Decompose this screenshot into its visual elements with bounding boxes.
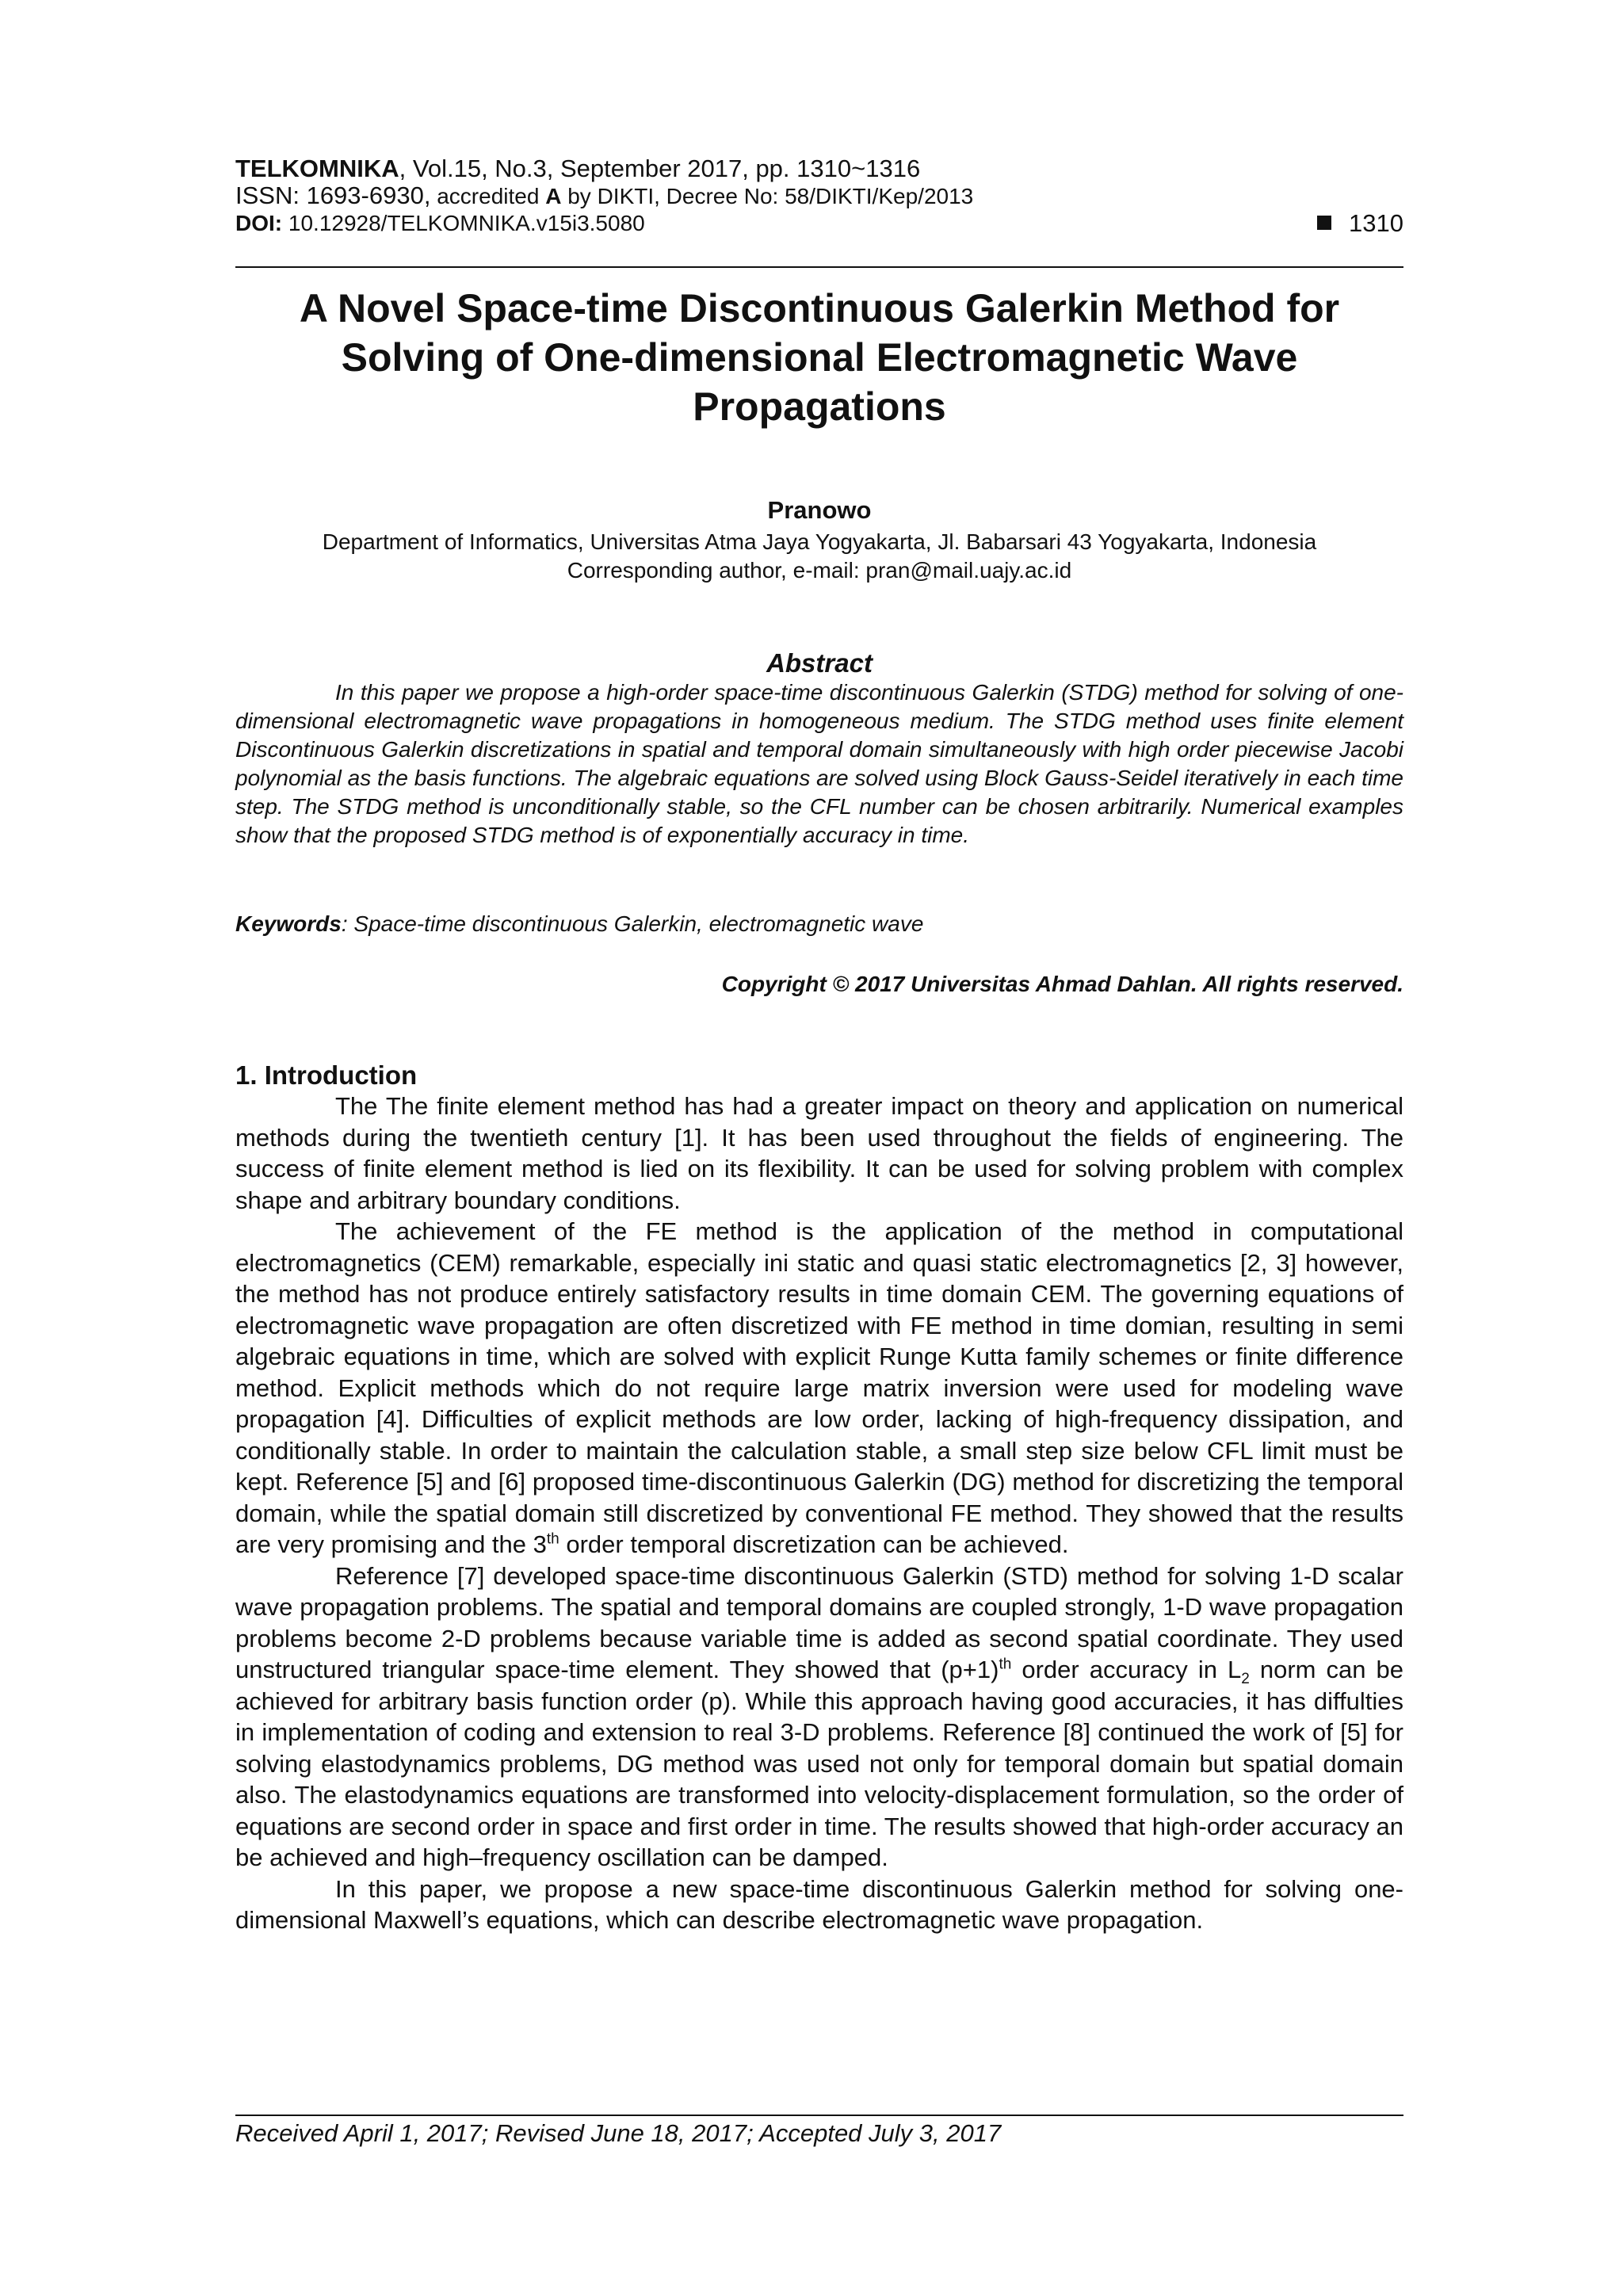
intro-paragraph-4: In this paper, we propose a new space-time discontinuous Galerkin method for solving one-dimensional Maxwell’s equations, which can describe electromagnetic wave propagation. — [235, 1874, 1403, 1934]
introduction-body — [235, 1091, 1403, 1936]
intro-paragraph-1: The The finite element method has had a greater impact on theory and application on numerical methods during the twentieth century [1]. It has been used throughout the fields of engineering. The success of finite element method is lied on its flexibility. It can be used for solving problem with complex shape and arbitrary boundary conditions. — [235, 1092, 1403, 1214]
intro-p3-subscript: 2 — [1241, 1671, 1250, 1688]
intro-p3-text-c: norm can be achieved for arbitrary basis function order (p). While this approach having good accuracies, it has diffulties in implementation of coding and extension to real 3-D problems. Reference [8] continued the work of [5] for solving elastodynamics problems, DG method was used not only for temporal domain but spatial domain also. The elastodynamics equations are transformed into velocity-displacement formulation, so the order of equations are second order in space and first order in time. The results showed that high-order accuracy an be achieved and high–frequency oscillation can be damped. — [235, 1656, 1404, 1871]
keywords-text: : Space-time discontinuous Galerkin, electromagnetic wave — [341, 911, 924, 936]
page-number — [1317, 210, 1403, 237]
accreditation-letter: A — [545, 184, 562, 208]
doi-value: 10.12928/TELKOMNIKA.v15i3.5080 — [282, 211, 645, 235]
corresponding-author: Corresponding author, e-mail: pran@mail.uajy.ac.id — [567, 558, 1072, 583]
intro-p3-text-a: Reference [7] developed space-time discontinuous Galerkin (STD) method for solving 1-D scalar wave propagation problems. The spatial and temporal domains are coupled strongly, 1-D wave propagation problems become 2-D problems because variable time is added as second spatial coordinate. They used unstructured triangular space-time element. They showed that (p+1) — [235, 1561, 1403, 1683]
issn-line — [235, 182, 1403, 210]
copyright-notice: Copyright © 2017 Universitas Ahmad Dahlan. All rights reserved. — [721, 972, 1403, 996]
intro-p2-superscript: th — [546, 1530, 559, 1548]
footer-rule — [235, 2115, 1403, 2116]
intro-p3-superscript: th — [999, 1656, 1012, 1673]
page-number-value: 1310 — [1349, 209, 1403, 237]
journal-name: TELKOMNIKA — [235, 155, 399, 182]
accreditation-post: by DIKTI, Decree No: 58/DIKTI/Kep/2013 — [561, 184, 974, 208]
intro-p3-text-b: order accuracy in L — [1011, 1656, 1242, 1683]
intro-p2-text-a: The achievement of the FE method is the application of the method in computational electromagnetics (CEM) remarkable, especially ini static and quasi static electromagnetics [2, 3] however, the method has not produce entirely satisfactory results in time domain CEM. The governing equations of electromagnetic wave propagation are often discretized with FE method in time domian, resulting in semi algebraic equations in time, which are solved with explicit Runge Kutta family schemes or finite difference method. Explicit methods which do not require large matrix inversion were used for modeling wave propagation [4]. Difficulties of explicit methods are low order, lacking of high-frequency dissipation, and conditionally stable. In order to maintain the calculation stable, a small step size below CFL limit must be kept. Reference [5] and [6] proposed time-discontinuous Galerkin (DG) method for discretizing the temporal domain, while the spatial domain still discretized by conventional FE method. They showed that the results are very promising and the 3 — [235, 1217, 1403, 1558]
abstract-text: In this paper we propose a high-order space-time discontinuous Galerkin (STDG) method for solving of one-dimensional electromagnetic wave propagations in homogeneous medium. The STDG method uses finite element Discontinuous Galerkin discretizations in spatial and temporal domain simultaneously with high order piecewise Jacobi polynomial as the basis functions. The algebraic equations are solved using Block Gauss-Seidel iteratively in each time step. The STDG method is unconditionally stable, so the CFL number can be chosen arbitrarily. Numerical examples show that the proposed STDG method is of exponentially accuracy in time. — [235, 680, 1403, 847]
doi-label: DOI: — [235, 211, 283, 235]
journal-volume: , Vol.15, No.3, September 2017, pp. 1310~1316 — [399, 155, 921, 182]
affiliation: Department of Informatics, Universitas Atma Jaya Yogyakarta, Jl. Babarsari 43 Yogyakarta, Indonesia — [322, 529, 1317, 554]
doi-line — [235, 210, 1403, 237]
keywords-label: Keywords — [235, 911, 342, 936]
header-rule — [235, 266, 1403, 268]
accreditation-pre: accredited — [430, 184, 546, 208]
abstract-heading: Abstract — [766, 648, 873, 678]
affiliation-block — [235, 528, 1403, 585]
running-header — [235, 155, 1403, 237]
author-name: Pranowo — [767, 496, 872, 524]
received-dates: Received April 1, 2017; Revised June 18, 2017; Accepted July 3, 2017 — [235, 2119, 1002, 2147]
journal-line — [235, 155, 1403, 182]
intro-p2-text-b: order temporal discretization can be achieved. — [559, 1530, 1069, 1558]
paper-title: A Novel Space-time Discontinuous Galerkin Method for Solving of One-dimensional Electromagnetic Wave Propagations — [299, 286, 1340, 429]
intro-paragraph-2 — [235, 1216, 1403, 1561]
issn: ISSN: 1693-6930, — [235, 181, 431, 209]
square-bullet-icon — [1317, 216, 1331, 230]
section-heading-introduction: 1. Introduction — [235, 1060, 418, 1090]
intro-paragraph-3 — [235, 1561, 1403, 1874]
keywords — [235, 911, 1403, 937]
